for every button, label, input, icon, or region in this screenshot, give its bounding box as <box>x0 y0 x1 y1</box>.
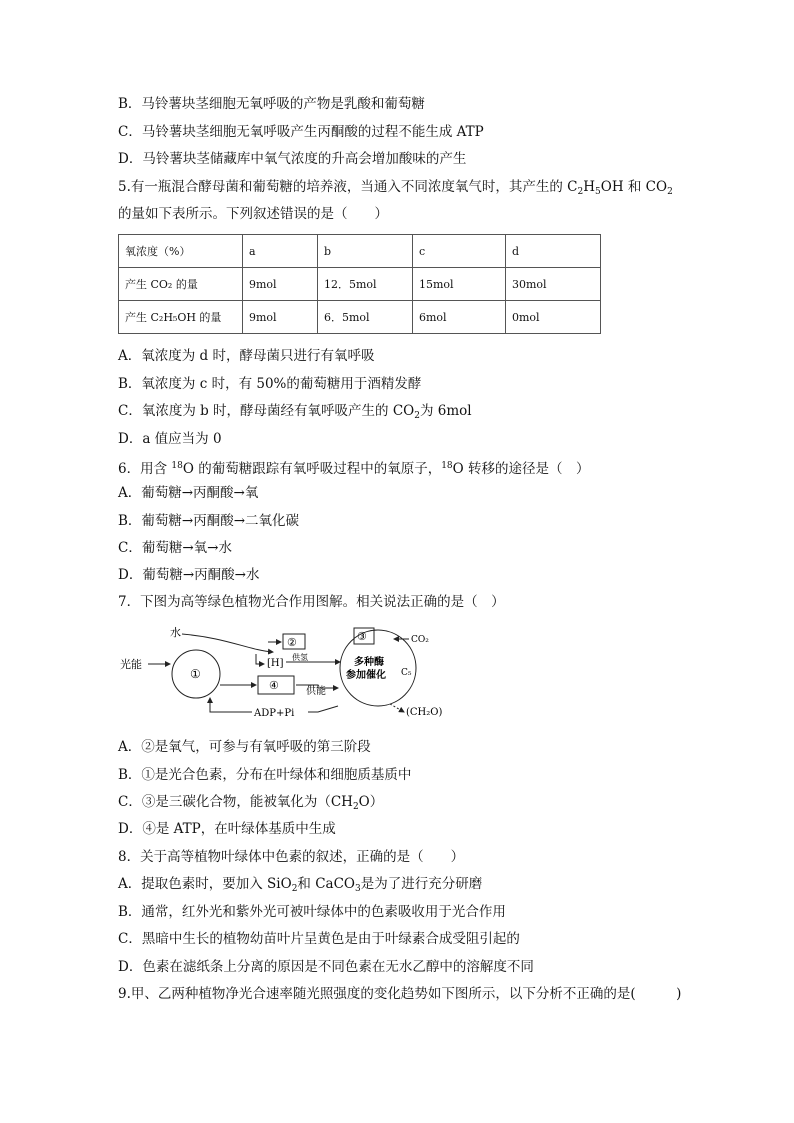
q5-stem-line2: 的量如下表所示。下列叙述错误的是（ ） <box>118 206 388 222</box>
superscript-18: 18 <box>171 461 183 471</box>
hydrogen-label: [H] <box>267 658 284 669</box>
q5-option-c-part: 为 6mol <box>419 403 472 419</box>
superscript-18: 18 <box>441 461 453 471</box>
q8-option-a <box>118 875 482 898</box>
q7-option-d: D．④是 ATP，在叶绿体基质中生成 <box>118 821 336 837</box>
sub-5: 5 <box>595 187 601 197</box>
q7-option-c-part: C．③是三碳化合物，能被氧化为（CH <box>118 794 353 810</box>
table-row <box>119 268 601 301</box>
q8-option-b: B．通常，红外光和紫外光可被叶绿体中的色素吸收用于光合作用 <box>118 904 506 920</box>
c5-label: C₅ <box>401 668 412 678</box>
table-cell: 氧浓度（%） <box>119 235 243 268</box>
q4-option-d: D．马铃薯块茎储藏库中氧气浓度的升高会增加酸味的产生 <box>118 151 467 167</box>
q5-option-b: B．氧浓度为 c 时，有 50%的葡萄糖用于酒精发酵 <box>118 376 422 392</box>
q5-stem <box>118 178 673 201</box>
table-cell: 6．5mol <box>318 301 413 334</box>
q6-stem <box>118 457 590 478</box>
q5-stem-part: OH 和 CO <box>600 179 668 195</box>
q6-option-d: D．葡萄糖→丙酮酸→水 <box>118 567 260 583</box>
sub-3: 3 <box>355 884 361 894</box>
q5-option-c <box>118 402 472 425</box>
q5-option-d: D．a 值应当为 0 <box>118 431 222 447</box>
q4-option-c: C．马铃薯块茎细胞无氧呼吸产生丙酮酸的过程不能生成 ATP <box>118 124 484 140</box>
adp-pi-label: ADP+Pi <box>254 708 295 719</box>
enzymes-label-2: 参加催化 <box>346 670 386 681</box>
table-cell: c <box>413 235 506 268</box>
q8-option-a-part: 和 CaCO <box>297 876 355 892</box>
table-row <box>119 235 601 268</box>
q5-table <box>118 234 601 334</box>
supply-energy-label: 供能 <box>306 686 326 697</box>
q5-stem-part: H <box>583 179 596 195</box>
q5-option-a: A．氧浓度为 d 时，酵母菌只进行有氧呼吸 <box>118 348 375 364</box>
q8-option-c: C．黑暗中生长的植物幼苗叶片呈黄色是由于叶绿素合成受阻引起的 <box>118 931 520 947</box>
table-cell: 15mol <box>413 268 506 301</box>
q6-option-b: B．葡萄糖→丙酮酸→二氧化碳 <box>118 513 300 529</box>
marker-1: ① <box>190 667 201 681</box>
table-cell: 9mol <box>243 301 318 334</box>
ch2o-label: (CH₂O) <box>406 707 443 718</box>
marker-3: ③ <box>357 630 367 643</box>
q5-stem-part: 5.有一瓶混合酵母菌和葡萄糖的培养液，当通入不同浓度氧气时，其产生的 C <box>118 179 578 195</box>
q9-stem: 9.甲、乙两种植物净光合速率随光照强度的变化趋势如下图所示，以下分析不正确的是( ) <box>118 986 682 1002</box>
sub-2: 2 <box>577 187 584 197</box>
table-cell: d <box>506 235 601 268</box>
table-cell: 6mol <box>413 301 506 334</box>
q7-option-c-part: O） <box>358 794 384 810</box>
q6-stem-part: O 的葡萄糖跟踪有氧呼吸过程中的氧原子， <box>182 461 442 477</box>
table-row <box>119 301 601 334</box>
table-cell: 9mol <box>243 268 318 301</box>
q6-stem-part: 6．用含 <box>118 461 172 477</box>
co2-label: CO₂ <box>411 635 429 645</box>
q8-option-a-part: 是为了进行充分研磨 <box>360 876 483 892</box>
sub-2: 2 <box>667 187 673 197</box>
table-cell: 产生 CO₂ 的量 <box>119 268 243 301</box>
table-cell: 产生 C₂H₅OH 的量 <box>119 301 243 334</box>
table-cell: 0mol <box>506 301 601 334</box>
marker-2: ② <box>287 636 297 649</box>
sub-2: 2 <box>291 884 298 894</box>
sub-2: 2 <box>414 411 420 421</box>
q8-stem: 8．关于高等植物叶绿体中色素的叙述，正确的是（ ） <box>118 849 465 865</box>
table-cell: 12．5mol <box>318 268 413 301</box>
table-cell: 30mol <box>506 268 601 301</box>
marker-4: ④ <box>269 679 279 692</box>
q7-option-c <box>118 793 383 816</box>
q7-stem: 7．下图为高等绿色植物光合作用图解。相关说法正确的是（ ） <box>118 594 505 610</box>
q8-option-d: D．色素在滤纸条上分离的原因是不同色素在无水乙醇中的溶解度不同 <box>118 959 534 975</box>
sub-2: 2 <box>352 802 359 812</box>
enzymes-label-1: 多种酶 <box>354 657 384 668</box>
water-label: 水 <box>170 626 181 639</box>
q6-option-c: C．葡萄糖→氧→水 <box>118 540 232 556</box>
q4-option-b: B．马铃薯块茎细胞无氧呼吸的产物是乳酸和葡萄糖 <box>118 96 425 112</box>
q5-option-c-part: C．氧浓度为 b 时，酵母菌经有氧呼吸产生的 CO <box>118 403 415 419</box>
photosynthesis-diagram <box>118 622 458 720</box>
q6-stem-part: O 转移的途径是（ ） <box>452 461 590 477</box>
table-cell: b <box>318 235 413 268</box>
q8-option-a-part: A．提取色素时，要加入 SiO <box>118 876 292 892</box>
q7-option-b: B．①是光合色素，分布在叶绿体和细胞质基质中 <box>118 767 412 783</box>
light-energy-label: 光能 <box>120 658 142 671</box>
table-cell: a <box>243 235 318 268</box>
q6-option-a: A．葡萄糖→丙酮酸→氧 <box>118 485 259 501</box>
supply-hydrogen-label: 供氢 <box>292 653 308 662</box>
q7-option-a: A．②是氧气，可参与有氧呼吸的第三阶段 <box>118 739 371 755</box>
